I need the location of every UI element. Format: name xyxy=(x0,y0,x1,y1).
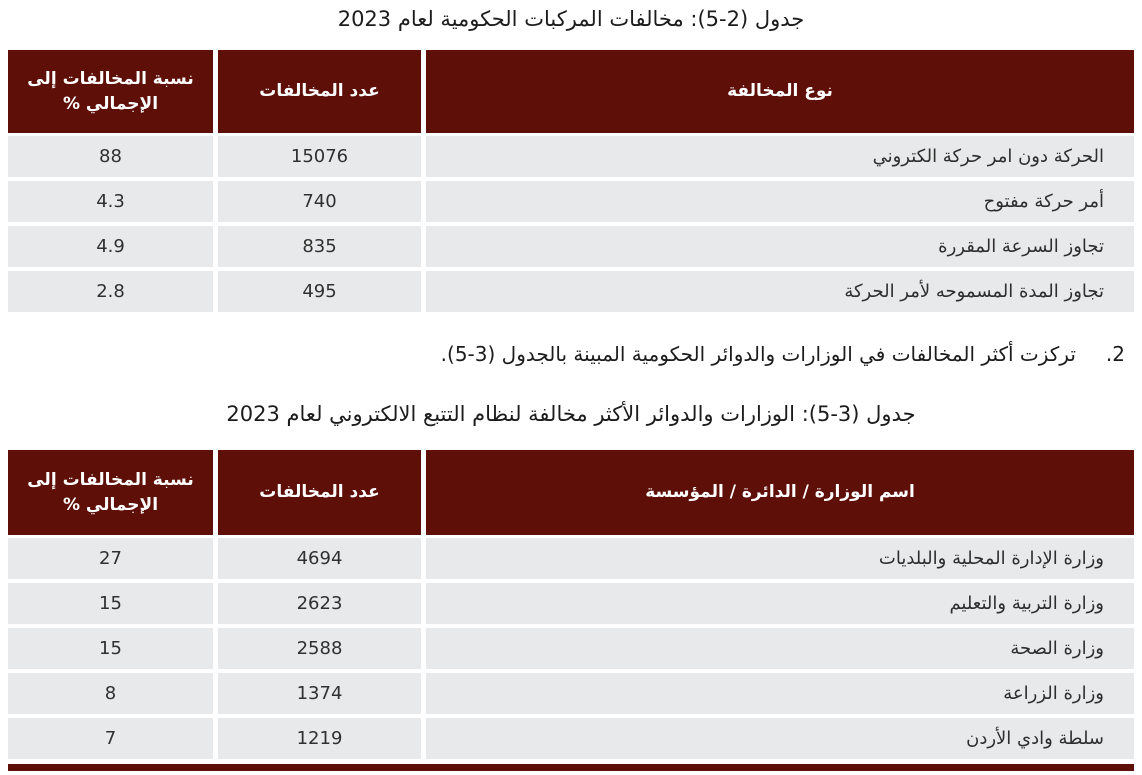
violation-percent-cell: 4.3 xyxy=(8,181,213,222)
violation-type-cell: أمر حركة مفتوح xyxy=(426,181,1134,222)
table1-header-violation-type: نوع المخالفة xyxy=(426,50,1134,133)
table1-header-row xyxy=(8,50,1134,133)
violation-percent-cell: 2.8 xyxy=(8,271,213,312)
ministry-name-cell: وزارة التربية والتعليم xyxy=(426,583,1134,624)
violation-percent-cell: 8 xyxy=(8,673,213,714)
list-item-number: 2. xyxy=(1105,342,1125,366)
table1-title: جدول (2-5): مخالفات المركبات الحكومية لعام 2023 xyxy=(337,7,805,31)
violation-count-cell: 15076 xyxy=(218,136,421,177)
table-row xyxy=(8,181,1134,222)
table-row xyxy=(8,628,1134,669)
violation-type-cell: تجاوز السرعة المقررة xyxy=(426,226,1134,267)
table2 xyxy=(8,450,1134,759)
table-row xyxy=(8,136,1134,177)
table-row xyxy=(8,226,1134,267)
numbered-list-item xyxy=(0,338,1125,370)
table-row xyxy=(8,271,1134,312)
violation-percent-cell: 4.9 xyxy=(8,226,213,267)
violation-percent-cell: 27 xyxy=(8,538,213,579)
violation-count-cell: 835 xyxy=(218,226,421,267)
table2-header-violation-count: عدد المخالفات xyxy=(218,450,421,535)
table1-body xyxy=(8,136,1134,312)
violation-count-cell: 2588 xyxy=(218,628,421,669)
violation-count-cell: 1374 xyxy=(218,673,421,714)
table-row xyxy=(8,538,1134,579)
violation-count-cell: 4694 xyxy=(218,538,421,579)
table2-header-row xyxy=(8,450,1134,535)
table2-body xyxy=(8,538,1134,759)
table2-header-ministry-name: اسم الوزارة / الدائرة / المؤسسة xyxy=(426,450,1134,535)
next-table-header-strip xyxy=(8,764,1134,771)
table-row xyxy=(8,673,1134,714)
violation-percent-cell: 88 xyxy=(8,136,213,177)
violation-type-cell: الحركة دون امر حركة الكتروني xyxy=(426,136,1134,177)
list-item-text: تركزت أكثر المخالفات في الوزارات والدوائر الحكومية المبينة بالجدول (3-5). xyxy=(440,342,1076,366)
ministry-name-cell: وزارة الصحة xyxy=(426,628,1134,669)
violation-count-cell: 740 xyxy=(218,181,421,222)
table-row xyxy=(8,583,1134,624)
table2-header-violation-percent: نسبة المخالفات إلى الإجمالي % xyxy=(8,450,213,535)
violation-percent-cell: 7 xyxy=(8,718,213,759)
table1-header-violation-count: عدد المخالفات xyxy=(218,50,421,133)
violation-percent-cell: 15 xyxy=(8,628,213,669)
ministry-name-cell: وزارة الزراعة xyxy=(426,673,1134,714)
violation-count-cell: 1219 xyxy=(218,718,421,759)
table1 xyxy=(8,50,1134,312)
table1-header-violation-percent: نسبة المخالفات إلى الإجمالي % xyxy=(8,50,213,133)
violation-percent-cell: 15 xyxy=(8,583,213,624)
violation-count-cell: 495 xyxy=(218,271,421,312)
table2-title: جدول (3-5): الوزارات والدوائر الأكثر مخالفة لنظام التتبع الالكتروني لعام 2023 xyxy=(226,402,916,426)
violation-type-cell: تجاوز المدة المسموحه لأمر الحركة xyxy=(426,271,1134,312)
table-row xyxy=(8,718,1134,759)
violation-count-cell: 2623 xyxy=(218,583,421,624)
ministry-name-cell: وزارة الإدارة المحلية والبلديات xyxy=(426,538,1134,579)
ministry-name-cell: سلطة وادي الأردن xyxy=(426,718,1134,759)
